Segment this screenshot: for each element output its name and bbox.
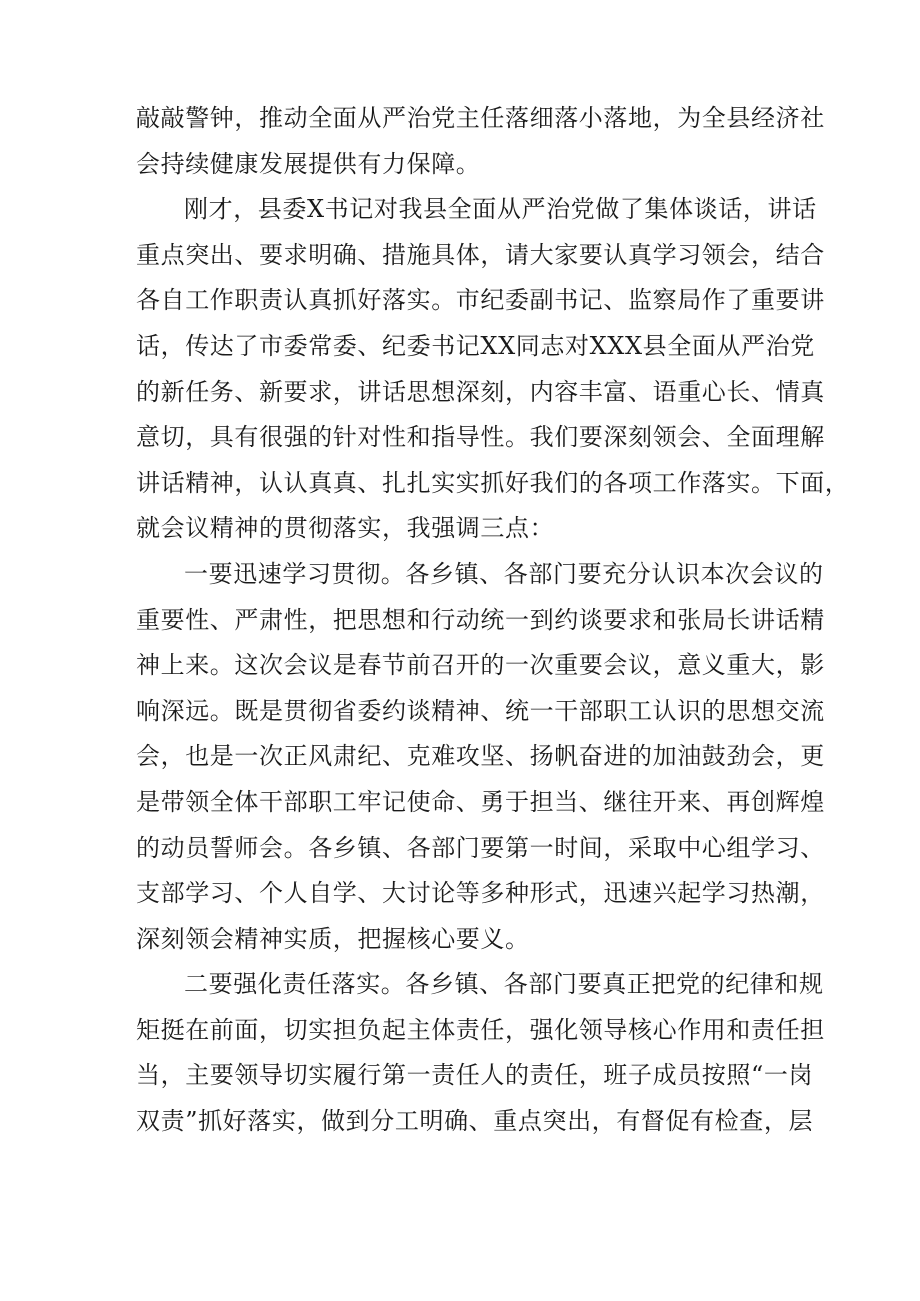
text-line: 深刻领会精神实质，把握核心要义。 <box>136 924 530 953</box>
text-line: 会持续健康发展提供有力保障。 <box>136 149 481 178</box>
paragraph-3 <box>136 552 825 962</box>
text-line: 一要迅速学习贯彻。各乡镇、各部门要充分认识本次会议的 <box>184 559 824 588</box>
text-line: 意切，具有很强的针对性和指导性。我们要深刻领会、全面理解 <box>136 423 825 452</box>
text-line: 讲话精神，认认真真、扎扎实实抓好我们的各项工作落实。下面， <box>136 468 850 497</box>
document-body <box>136 96 850 1145</box>
text-line: 当，主要领导切实履行第一责任人的责任，班子成员按照“一岗 <box>136 1061 814 1090</box>
text-line: 二要强化责任落实。各乡镇、各部门要真正把党的纪律和规 <box>184 970 824 999</box>
text-line: 敲敲警钟，推动全面从严治党主任落细落小落地，为全县经济社 <box>136 104 825 132</box>
text-line: 重要性、严肃性，把思想和行动统一到约谈要求和张局长讲话精 <box>136 605 825 634</box>
text-line: 响深远。既是贯彻省委约谈精神、统一干部职工认识的思想交流 <box>136 696 825 725</box>
text-line: 就会议精神的贯彻落实，我强调三点： <box>136 514 555 543</box>
paragraph-1 <box>136 96 825 187</box>
text-line: 矩挺在前面，切实担负起主体责任，强化领导核心作用和责任担 <box>136 1015 825 1044</box>
text-line: 双责”抓好落实，做到分工明确、重点突出，有督促有检查，层 <box>136 1107 814 1136</box>
text-line: 各自工作职责认真抓好落实。市纪委副书记、监察局作了重要讲 <box>136 286 825 315</box>
paragraph-4 <box>136 962 825 1144</box>
text-line: 的新任务、新要求，讲话思想深刻，内容丰富、语重心长、情真 <box>136 377 825 406</box>
text-line: 的动员誓师会。各乡镇、各部门要第一时间，采取中心组学习、 <box>136 833 825 862</box>
text-line: 话，传达了市委常委、纪委书记XX同志对XXX县全面从严治党 <box>136 331 815 360</box>
text-line: 是带领全体干部职工牢记使命、勇于担当、继往开来、再创辉煌 <box>136 787 825 816</box>
text-line: 会，也是一次正风肃纪、克难攻坚、扬帆奋进的加油鼓劲会，更 <box>136 742 825 771</box>
text-line: 刚才，县委X书记对我县全面从严治党做了集体谈话，讲话 <box>184 195 817 224</box>
text-line: 支部学习、个人自学、大讨论等多种形式，迅速兴起学习热潮， <box>136 879 825 908</box>
paragraph-2 <box>136 187 850 552</box>
text-line: 神上来。这次会议是春节前召开的一次重要会议，意义重大，影 <box>136 651 825 680</box>
text-line: 重点突出、要求明确、措施具体，请大家要认真学习领会，结合 <box>136 240 825 269</box>
